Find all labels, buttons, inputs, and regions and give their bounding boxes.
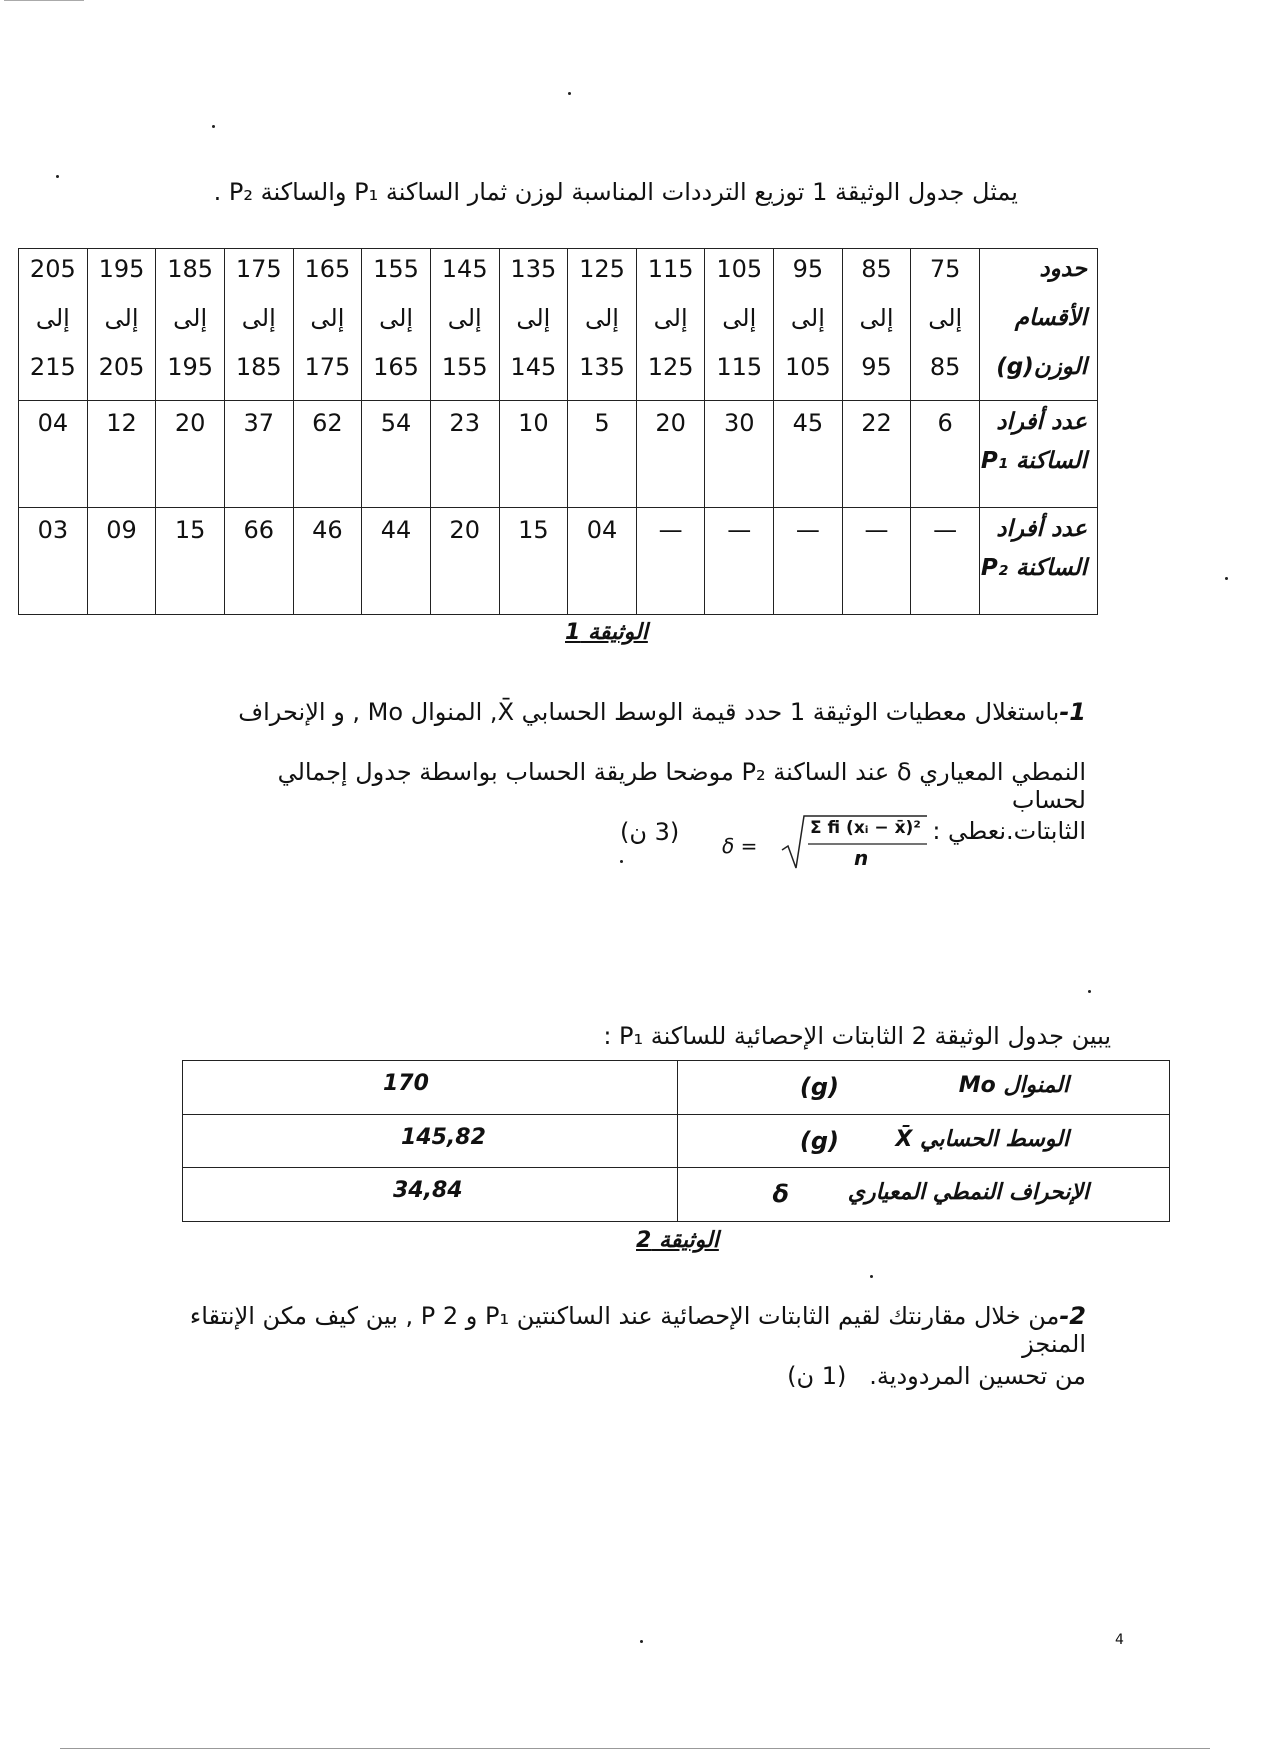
p1-cell: 10 <box>499 401 568 508</box>
formula-lhs: δ = <box>722 834 758 858</box>
q1-line2: النمطي المعياري δ عند الساكنة P₂ موضحا طريقة الحساب بواسطة جدول إجمالي لحساب <box>277 758 1086 814</box>
class-cell: 115 إلى 125 <box>636 249 705 401</box>
class-cell: 195 إلى 205 <box>87 249 156 401</box>
p1-cell: 30 <box>705 401 774 508</box>
intro2-text: يبين جدول الوثيقة 2 الثابتات الإحصائية للساكنة P₁ : <box>603 1022 1111 1050</box>
class-cell: 175 إلى 185 <box>224 249 293 401</box>
p2-cell: 20 <box>430 508 499 615</box>
p1-cell: 45 <box>774 401 843 508</box>
stat-label-cell <box>678 1114 1170 1168</box>
class-cell: 135 إلى 145 <box>499 249 568 401</box>
q1-number: 1- <box>1059 698 1086 726</box>
q2-line1: 2-من خلال مقارنتك لقيم الثابتات الإحصائية عند الساكنتين P₁ و P 2 , بين كيف مكن الإنتقاء المنجز <box>189 1302 1086 1358</box>
q2-points: (1 ن) <box>787 1362 847 1390</box>
row-header-p2: عدد أفراد الساكنة P₂ <box>980 508 1098 615</box>
q1-line1: 1-باستغلال معطيات الوثيقة 1 حدد قيمة الوسط الحسابي X̄, المنوال Mo , و الإنحراف <box>238 698 1086 726</box>
class-cell: 165 إلى 175 <box>293 249 362 401</box>
stat-label-cell <box>678 1168 1170 1222</box>
stat-row <box>183 1061 1170 1115</box>
class-cell: 105 إلى 115 <box>705 249 774 401</box>
p1-cell: 54 <box>362 401 431 508</box>
stat-unit: (g) <box>799 1126 839 1155</box>
q1-line3: الثابتات.نعطي : <box>932 817 1086 845</box>
row-header-p1: عدد أفراد الساكنة P₁ <box>980 401 1098 508</box>
stat-unit: δ <box>772 1180 789 1209</box>
p2-cell: 44 <box>362 508 431 615</box>
stat-value: 170 <box>183 1061 678 1115</box>
class-cell: 205 إلى 215 <box>19 249 88 401</box>
p1-cell: 6 <box>911 401 980 508</box>
p1-cell: 20 <box>636 401 705 508</box>
p1-cell: 37 <box>224 401 293 508</box>
q2-number: 2- <box>1059 1302 1086 1330</box>
q1-points: (3 ن) <box>620 818 680 846</box>
p2-cell: — <box>911 508 980 615</box>
intro-text: يمثل جدول الوثيقة 1 توزيع الترددات المناسبة لوزن ثمار الساكنة P₁ والساكنة P₂ . <box>213 178 1018 206</box>
stat-value: 34,84 <box>183 1168 678 1222</box>
formula-numerator: Σ fi (xᵢ − x̄)² <box>810 818 921 838</box>
p2-cell: 15 <box>499 508 568 615</box>
stat-row <box>183 1114 1170 1168</box>
p2-cell: — <box>842 508 911 615</box>
q2-line2: من تحسين المردودية. (1 ن) <box>787 1362 1086 1390</box>
p2-cell: 09 <box>87 508 156 615</box>
stat-label: الوسط الحسابي X̄ <box>895 1126 1069 1152</box>
class-cell: 185 إلى 195 <box>156 249 225 401</box>
p1-row <box>19 401 1098 508</box>
stat-row <box>183 1168 1170 1222</box>
p2-cell: 46 <box>293 508 362 615</box>
class-row <box>19 249 1098 401</box>
class-cell: 145 إلى 155 <box>430 249 499 401</box>
p2-cell: 03 <box>19 508 88 615</box>
p2-cell: 66 <box>224 508 293 615</box>
stat-label-cell <box>678 1061 1170 1115</box>
p2-cell: 04 <box>568 508 637 615</box>
p1-cell: 20 <box>156 401 225 508</box>
stat-value: 145,82 <box>183 1114 678 1168</box>
row-header-classes: حدود الأقسام الوزن(g) <box>980 249 1098 401</box>
formula-denominator: n <box>854 846 869 870</box>
class-cell: 155 إلى 165 <box>362 249 431 401</box>
class-cell: 75 إلى 85 <box>911 249 980 401</box>
class-cell: 125 إلى 135 <box>568 249 637 401</box>
p1-cell: 04 <box>19 401 88 508</box>
p1-cell: 22 <box>842 401 911 508</box>
p1-cell: 23 <box>430 401 499 508</box>
statistics-table <box>182 1060 1170 1222</box>
std-formula <box>722 812 932 872</box>
class-cell: 95 إلى 105 <box>774 249 843 401</box>
document1-caption: الوثيقة 1 <box>565 620 648 645</box>
stat-unit: (g) <box>799 1073 839 1101</box>
document2-caption: الوثيقة 2 <box>636 1228 719 1253</box>
stat-label: الإنحراف النمطي المعياري <box>847 1180 1089 1206</box>
p1-cell: 5 <box>568 401 637 508</box>
p1-cell: 12 <box>87 401 156 508</box>
p2-cell: — <box>705 508 774 615</box>
p2-cell: — <box>636 508 705 615</box>
class-cell: 85 إلى 95 <box>842 249 911 401</box>
page-number: 4 <box>1115 1632 1124 1648</box>
p2-cell: 15 <box>156 508 225 615</box>
frequency-table <box>18 248 1098 615</box>
p2-row <box>19 508 1098 615</box>
stat-label: المنوال Mo <box>958 1073 1069 1098</box>
p2-cell: — <box>774 508 843 615</box>
p1-cell: 62 <box>293 401 362 508</box>
